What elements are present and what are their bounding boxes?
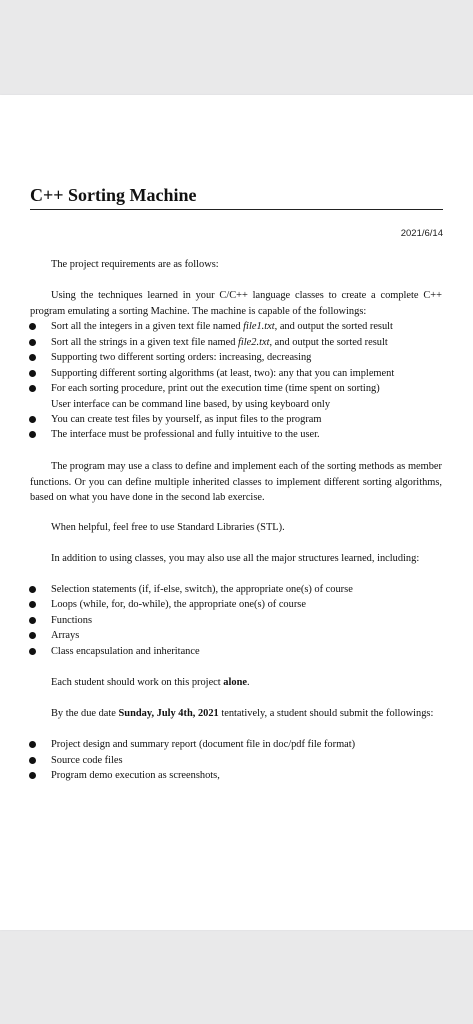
paragraph-classes: The program may use a class to define and implement each of the sorting methods as member functions. Or you can define multiple inherited classes to implement different sorting algorithms, based on what you have done in the second lab exercise. — [30, 461, 442, 504]
intro-text: The project requirements are as follows: — [51, 259, 219, 270]
bullet-icon — [29, 601, 36, 608]
emphasis-text: alone — [223, 677, 247, 688]
list-item: You can create test files by yourself, as input files to the program — [51, 414, 322, 425]
list-item — [51, 335, 388, 351]
list-item-text: , and output the sorted result — [269, 337, 388, 348]
list-item: Program demo execution as screenshots, — [51, 770, 220, 781]
bullet-icon — [29, 632, 36, 639]
paragraph-text: tentatively, a student should submit the followings: — [218, 708, 434, 719]
paragraph-due-date — [30, 706, 442, 722]
list-item: Supporting different sorting algorithms (at least, two): any that you can implement — [51, 368, 395, 379]
file-name: file2.txt — [238, 337, 270, 348]
paragraph-text: Each student should work on this project — [51, 677, 224, 688]
document-page — [0, 95, 473, 930]
list-item: Project design and summary report (document file in doc/pdf file format) — [51, 739, 356, 750]
due-date-text: Sunday, July 4th, 2021 — [118, 708, 219, 719]
bullet-icon — [29, 617, 36, 624]
paragraph-technique: Using the techniques learned in your C/C++ language classes to create a complete C++ program emulating a sorting Machine. The machine is capable of the followings: — [30, 290, 442, 317]
list-item: Arrays — [51, 630, 80, 641]
bullet-icon — [29, 370, 36, 377]
paragraph-text: . — [246, 677, 250, 688]
list-item: Loops (while, for, do-while), the appropriate one(s) of course — [51, 599, 306, 610]
list-item-text: , and output the sorted result — [274, 321, 393, 332]
paragraph-alone — [30, 675, 442, 691]
document-date: 2021/6/14 — [400, 228, 443, 239]
list-item: Class encapsulation and inheritance — [51, 646, 200, 657]
list-item: Supporting two different sorting orders: increasing, decreasing — [51, 352, 312, 363]
bullet-icon — [29, 354, 36, 361]
paragraph-text: By the due date — [51, 708, 119, 719]
list-item-text: Sort all the strings in a given text file named — [51, 337, 238, 348]
bullet-icon — [29, 772, 36, 779]
list-item: Selection statements (if, if-else, switch), the appropriate one(s) of course — [51, 584, 353, 595]
paragraph-structures: In addition to using classes, you may also use all the major structures learned, including: — [51, 553, 420, 564]
list-item: The interface must be professional and fully intuitive to the user. — [51, 429, 320, 440]
bullet-icon — [29, 586, 36, 593]
bullet-icon — [29, 416, 36, 423]
bullet-icon — [29, 741, 36, 748]
bullet-icon — [29, 339, 36, 346]
file-name: file1.txt — [243, 321, 275, 332]
list-item: Functions — [51, 615, 92, 626]
bullet-icon — [29, 385, 36, 392]
list-item: For each sorting procedure, print out the execution time (time spent on sorting) — [51, 383, 380, 394]
bullet-icon — [29, 757, 36, 764]
list-item: Source code files — [51, 755, 123, 766]
bullet-icon — [29, 648, 36, 655]
document-title: C++ Sorting Machine — [30, 185, 197, 205]
title-underline — [30, 209, 443, 210]
list-item — [51, 319, 393, 335]
paragraph-stl: When helpful, feel free to use Standard Libraries (STL). — [51, 522, 285, 533]
bullet-icon — [29, 431, 36, 438]
list-item: User interface can be command line based, by using keyboard only — [51, 399, 331, 410]
bullet-icon — [29, 323, 36, 330]
list-item-text: Sort all the integers in a given text file named — [51, 321, 244, 332]
